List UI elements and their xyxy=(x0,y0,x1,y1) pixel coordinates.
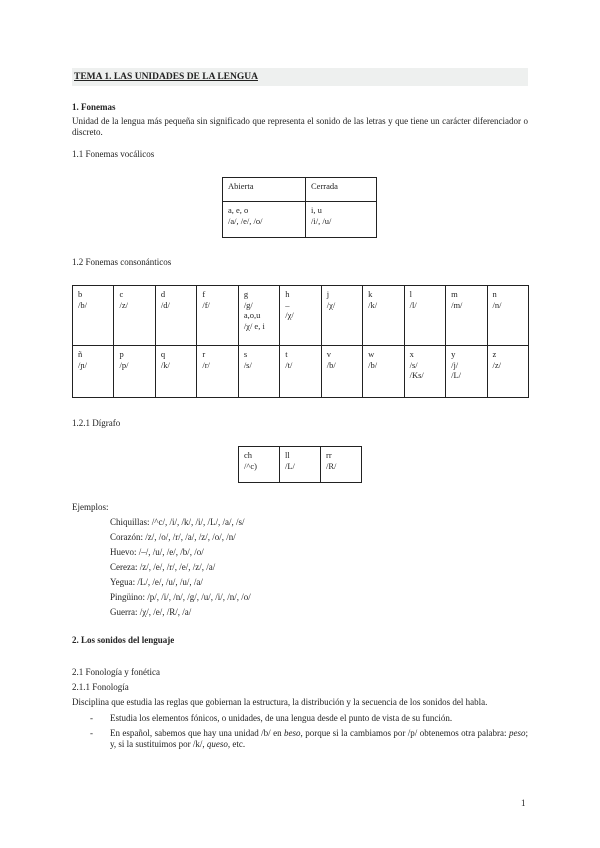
example-line: Guerra: /χ/, /e/, /R/, /a/ xyxy=(110,607,192,617)
subheading-fonologia: 2.1.1 Fonología xyxy=(72,682,129,692)
consonant-cell-line: r xyxy=(202,349,206,359)
consonant-cell-line: /d/ xyxy=(160,299,170,310)
page-number: 1 xyxy=(521,798,526,808)
consonant-cell-line: /χ/ xyxy=(285,310,294,321)
consonant-cell-line: /g/ xyxy=(243,299,253,310)
consonant-cell-line: /p/ xyxy=(119,359,129,370)
consonant-cell-line: – xyxy=(285,299,290,310)
consonant-cell xyxy=(73,346,114,398)
consonant-cell xyxy=(487,346,528,398)
vowel-phonemes: /a/, /e/, /o/ xyxy=(228,215,263,226)
consonant-cell-line: x xyxy=(409,349,414,359)
vowel-cell-cerrada xyxy=(306,202,377,238)
consonant-cell-line: /ɲ/ xyxy=(78,359,87,370)
italic-word: peso xyxy=(508,728,526,738)
consonant-cell xyxy=(487,286,528,346)
consonant-cell xyxy=(446,346,487,398)
consonant-cell xyxy=(114,286,155,346)
digraph-row xyxy=(239,447,362,483)
consonant-cell xyxy=(404,346,445,398)
consonant-cell-line: /m/ xyxy=(451,299,463,310)
digraph-cell-line: rr xyxy=(326,450,332,460)
consonant-cell-line: l xyxy=(409,289,412,299)
subheading-consonanticos: 1.2 Fonemas consonánticos xyxy=(72,257,172,267)
italic-word: beso xyxy=(284,728,301,738)
consonant-cell xyxy=(114,346,155,398)
list-item-text: En español, sabemos que hay una unidad /b/ en beso, porque si la cambiamos por /p/ obtenemos otra palabra: peso; y, si la sustituimos por /k/, queso, etc. xyxy=(110,728,528,750)
digraph-cell-line: /R/ xyxy=(326,460,337,471)
consonant-cell-line: /r/ xyxy=(202,359,210,370)
consonant-cell-line: /n/ xyxy=(492,299,502,310)
consonant-cell-line: ñ xyxy=(78,349,83,359)
example-line: Corazón: /z/, /o/, /r/, /a/, /z/, /o/, /n/ xyxy=(110,532,236,542)
consonant-cell xyxy=(238,346,279,398)
consonant-cell-line: /Ks/ xyxy=(409,370,424,381)
consonant-cell xyxy=(197,286,238,346)
consonant-cell-line: z xyxy=(492,349,497,359)
consonant-cell-line: /k/ xyxy=(368,299,378,310)
digraph-cell xyxy=(280,447,321,483)
consonant-cell-line: /b/ xyxy=(368,359,378,370)
vowel-letters: a, e, o xyxy=(228,205,249,215)
list-dash: - xyxy=(90,728,93,738)
list-item xyxy=(72,728,528,756)
examples-label: Ejemplos: xyxy=(72,502,109,512)
consonant-cell-line: g xyxy=(243,289,249,299)
consonant-table xyxy=(72,285,529,398)
consonant-cell-line: /s/ xyxy=(243,359,252,370)
example-line: Cereza: /z/, /e/, /r/, /e/, /z/, /a/ xyxy=(110,562,216,572)
list-dash: - xyxy=(90,713,93,723)
example-line: Yegua: /L/, /e/, /u/, /u/, /a/ xyxy=(110,577,203,587)
consonant-cell-line: /f/ xyxy=(202,299,210,310)
consonant-cell-line: /t/ xyxy=(285,359,293,370)
vowel-header-abierta: Abierta xyxy=(223,178,306,202)
consonant-cell-line: /χ/ xyxy=(326,299,336,310)
vowel-header-cerrada: Cerrada xyxy=(306,178,377,202)
consonant-cell xyxy=(363,286,404,346)
list-item-text: Estudia los elementos fónicos, o unidades, de una lengua desde el punto de vista de su función. xyxy=(110,713,453,723)
consonant-cell xyxy=(197,346,238,398)
page-title: TEMA 1. LAS UNIDADES DE LA LENGUA xyxy=(74,72,258,82)
consonant-cell-line: t xyxy=(285,349,288,359)
consonant-cell xyxy=(321,286,362,346)
consonant-cell-line: y xyxy=(451,349,456,359)
digraph-cell-line: /^c) xyxy=(244,460,257,471)
fonologia-definition: Disciplina que estudia las reglas que gobiernan la estructura, la distribución y la secuencia de los sonidos del habla. xyxy=(72,697,488,707)
section-heading-fonemas: 1. Fonemas xyxy=(72,102,116,112)
list-item xyxy=(72,713,528,727)
digraph-cell xyxy=(239,447,280,483)
vowel-letters: i, u xyxy=(311,205,322,215)
subheading-vocalicos: 1.1 Fonemas vocálicos xyxy=(72,149,155,159)
consonant-cell-line: m xyxy=(451,289,458,299)
consonant-cell-line: b xyxy=(78,289,83,299)
consonant-cell xyxy=(238,286,279,346)
consonant-cell-line: /χ/ e, i xyxy=(243,320,265,331)
consonant-cell xyxy=(73,286,114,346)
vowel-cell-abierta xyxy=(223,202,306,238)
digraph-cell-line: ch xyxy=(244,450,253,460)
consonant-cell-line: /s/ xyxy=(409,359,418,370)
example-line: Huevo: /–/, /u/, /e/, /b/, /o/ xyxy=(110,547,204,557)
consonant-cell xyxy=(155,346,196,398)
consonant-cell-line: d xyxy=(160,289,166,299)
consonant-cell-line: /z/ xyxy=(492,359,502,370)
example-line: Pingüino: /p/, /i/, /n/, /g/, /u/, /i/, /n/, /o/ xyxy=(110,592,251,602)
consonant-cell-line: a,o,u xyxy=(243,310,261,321)
consonant-cell-line: v xyxy=(326,349,331,359)
consonant-cell-line: p xyxy=(119,349,124,359)
subheading-fonologia-fonetica: 2.1 Fonología y fonética xyxy=(72,667,160,677)
consonant-cell-line: /l/ xyxy=(409,299,417,310)
consonant-row xyxy=(73,346,529,398)
consonant-cell-line: j xyxy=(326,289,330,299)
consonant-cell-line: s xyxy=(243,349,248,359)
consonant-cell xyxy=(363,346,404,398)
consonant-cell-line: w xyxy=(368,349,375,359)
consonant-cell-line: /L/ xyxy=(451,370,461,381)
consonant-cell-line: c xyxy=(119,289,124,299)
section-heading-sonidos: 2. Los sonidos del lenguaje xyxy=(72,635,175,645)
consonant-row xyxy=(73,286,529,346)
digraph-cell-line: ll xyxy=(285,450,290,460)
consonant-cell-line: /b/ xyxy=(326,359,336,370)
vowel-table xyxy=(222,177,377,238)
consonant-cell xyxy=(446,286,487,346)
consonant-cell xyxy=(321,346,362,398)
consonant-cell-line: q xyxy=(160,349,166,359)
consonant-cell xyxy=(280,286,321,346)
consonant-cell xyxy=(155,286,196,346)
consonant-cell-line: /b/ xyxy=(78,299,87,310)
italic-word: queso xyxy=(206,739,228,750)
consonant-cell-line: /z/ xyxy=(119,299,128,310)
consonant-cell-line: /j/ xyxy=(451,359,459,370)
consonant-cell xyxy=(280,346,321,398)
consonant-cell-line: n xyxy=(492,289,497,299)
consonant-cell-line: /k/ xyxy=(160,359,170,370)
digraph-cell xyxy=(321,447,362,483)
digraph-cell-line: /L/ xyxy=(285,460,295,471)
digraph-table xyxy=(238,446,362,483)
consonant-cell-line: k xyxy=(368,289,373,299)
consonant-cell xyxy=(404,286,445,346)
subheading-digrafo: 1.2.1 Dígrafo xyxy=(72,418,121,428)
fonemas-definition: Unidad de la lengua más pequeña sin significado que representa el sonido de las letras y que tiene un carácter diferenciador o discreto. xyxy=(72,116,528,138)
vowel-phonemes: /i/, /u/ xyxy=(311,215,332,226)
consonant-cell-line: f xyxy=(202,289,206,299)
example-line: Chiquillas: /^c/, /i/, /k/, /i/, /L/, /a/, /s/ xyxy=(110,517,245,527)
consonant-cell-line: h xyxy=(285,289,290,299)
